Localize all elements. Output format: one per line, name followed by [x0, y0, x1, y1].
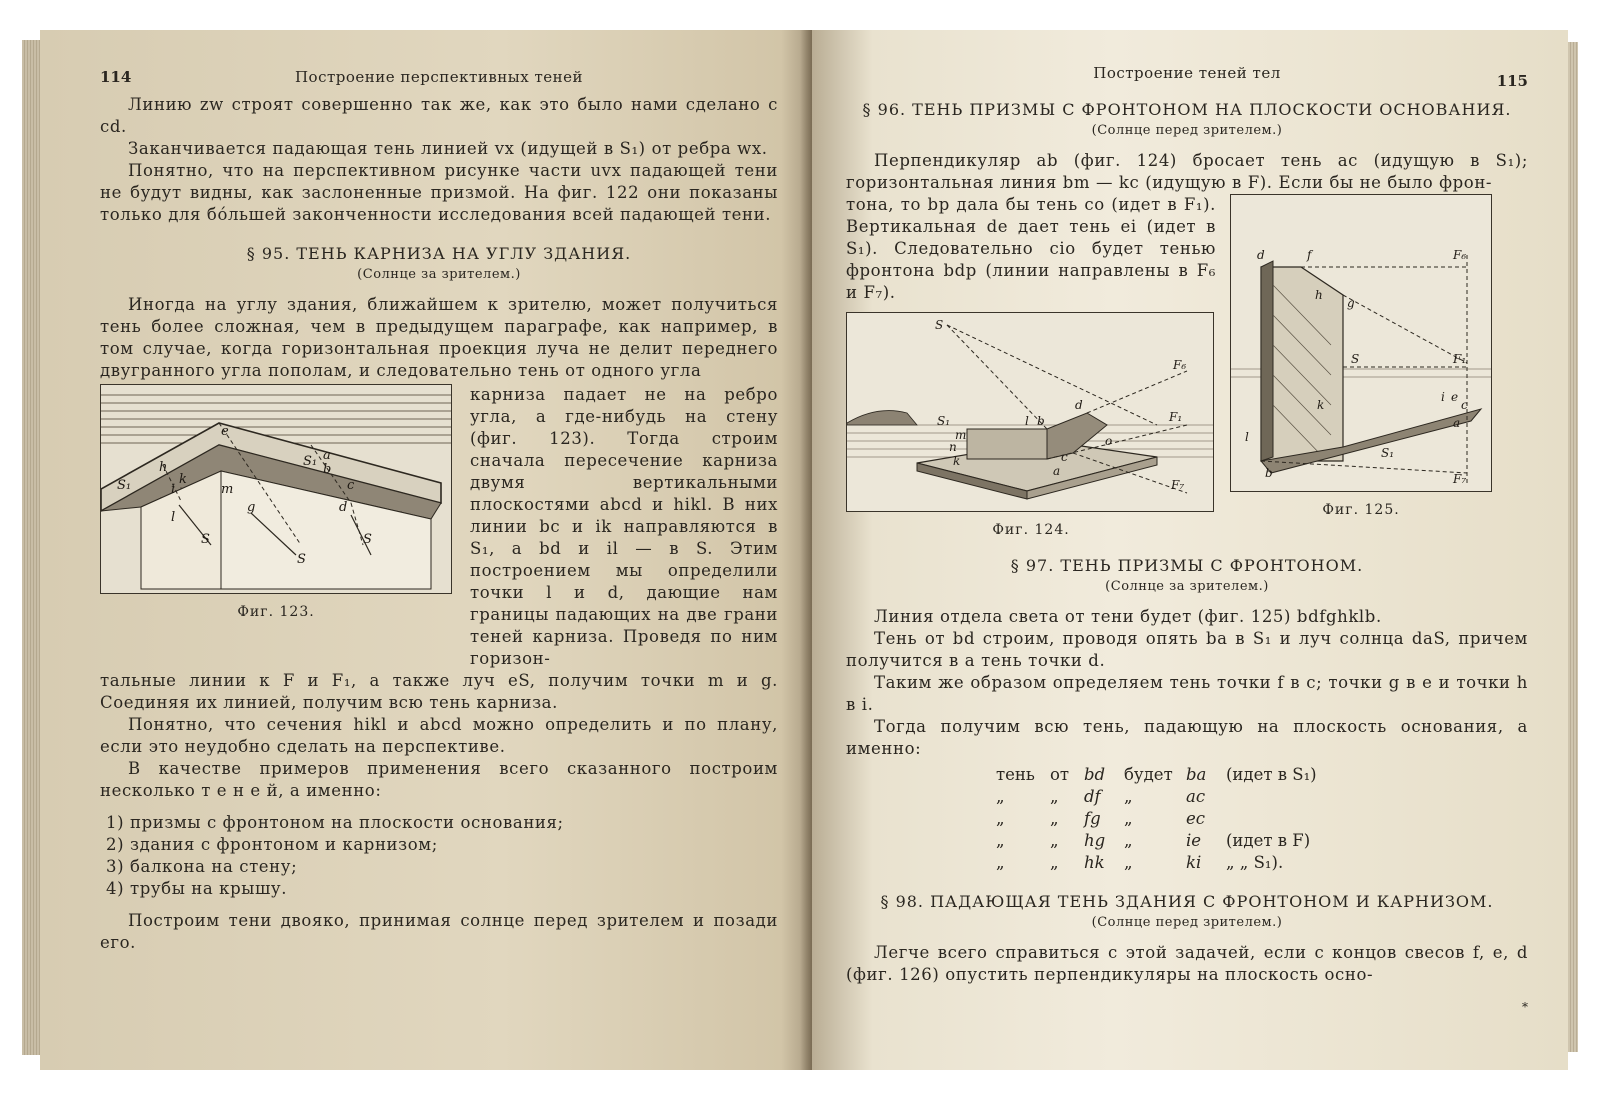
running-title: Построение перспективных теней: [294, 68, 584, 86]
figure-label: b: [323, 462, 332, 477]
shadow-table-row: [996, 764, 1528, 786]
shadow-table: [996, 764, 1528, 874]
running-header-right: [846, 60, 1528, 90]
running-header-left: [100, 64, 778, 94]
table-cell: hk: [1084, 853, 1105, 872]
figure-123: [100, 384, 452, 670]
table-cell: „: [996, 787, 1005, 806]
shadow-table-row: [996, 808, 1528, 830]
figure-caption: Фиг. 125.: [1322, 502, 1400, 518]
page-number: 115: [1496, 72, 1528, 90]
figure-label: g: [247, 500, 256, 515]
table-cell: будет: [1124, 765, 1173, 784]
figure-125-drawing: [1230, 194, 1492, 492]
figure-label: f: [1307, 248, 1312, 262]
table-cell: ba: [1186, 765, 1207, 784]
figure-label: S₁: [1381, 446, 1395, 460]
paragraph: Линию zw строят совершенно так же, как это было нами сделано с cd.: [100, 95, 778, 136]
paragraph: Тогда получим всю тень, падающую на плоскость основания, а именно:: [846, 717, 1528, 758]
table-cell: „: [996, 853, 1005, 872]
figure-label: m: [955, 428, 967, 442]
table-cell: ec: [1186, 809, 1206, 828]
footer-mark: *: [1522, 1000, 1528, 1014]
paragraph: Таким же образом определяем тень точки f в c; точки g в e и точки h в i.: [846, 673, 1528, 714]
table-cell: от: [1050, 765, 1070, 784]
section-subtitle: (Солнце перед зрителем.): [1091, 123, 1283, 138]
table-cell: (идет в S₁): [1226, 765, 1317, 784]
figure-label: h: [159, 460, 168, 475]
section-title: § 96. ТЕНЬ ПРИЗМЫ С ФРОНТОНОМ НА ПЛОСКОСТИ ОСНОВАНИЯ.: [862, 100, 1512, 119]
figure-label: l: [1245, 430, 1249, 444]
figure-label: F₇: [1171, 478, 1185, 492]
figure-label: e: [1451, 390, 1459, 404]
figure-label: k: [1317, 398, 1325, 412]
table-cell: „: [1050, 787, 1059, 806]
table-cell: df: [1084, 787, 1101, 806]
figure-label: i: [171, 482, 176, 497]
section-subtitle: (Солнце за зрителем.): [357, 267, 521, 282]
figure-label: F₁: [1169, 410, 1183, 424]
paragraph: тона, то bp дала бы тень co (идет в F₁). Вертикальная de дает тень ei (идет в S₁). Следовательно cio будет тенью фронтона bdp (линии направлены в F₆ и F₇).: [846, 195, 1216, 302]
figure-label: S₁: [937, 414, 951, 428]
shadow-table-row: [996, 830, 1528, 852]
figure-label: b: [1265, 466, 1273, 480]
table-cell: „: [996, 831, 1005, 850]
table-cell: „: [1124, 831, 1133, 850]
figure-label: d: [339, 500, 348, 515]
figure-label: c: [1061, 450, 1068, 464]
list-item: 1) призмы с фронтоном на плоскости основания;: [106, 813, 564, 832]
figure-124-drawing: [846, 312, 1214, 512]
figure-label: S: [935, 318, 944, 332]
table-cell: тень: [996, 765, 1035, 784]
figure-label: i: [1441, 390, 1445, 404]
section-subtitle: (Солнце перед зрителем.): [1091, 915, 1283, 930]
table-cell: ki: [1186, 853, 1202, 872]
paragraph: Заканчивается падающая тень линией vx (идущей в S₁) от ребра wx.: [128, 139, 768, 158]
paragraph: Тень от bd строим, проводя опять ba в S₁ и луч солнца daS, причем получится в a тень точки d.: [846, 629, 1528, 670]
figure-label: l: [1025, 414, 1029, 428]
figure-label: m: [221, 482, 234, 497]
figure-label: c: [1461, 398, 1468, 412]
figure-label: k: [953, 454, 961, 468]
figure-125: [1230, 194, 1492, 538]
page-114: [40, 30, 812, 1070]
page-115: [812, 30, 1568, 1070]
page-number: 114: [100, 68, 132, 86]
figure-label: c: [347, 478, 355, 493]
shadow-table-row: [996, 852, 1528, 874]
figure-label: a: [1053, 464, 1061, 478]
table-cell: fg: [1084, 809, 1101, 828]
table-cell: bd: [1084, 765, 1106, 784]
figure-label: S: [297, 552, 306, 567]
table-cell: ie: [1186, 831, 1202, 850]
figure-label: d: [1257, 248, 1265, 262]
figure-caption: Фиг. 124.: [992, 522, 1070, 538]
figure-label: g: [1347, 296, 1355, 310]
section-subtitle: (Солнце за зрителем.): [1105, 579, 1269, 594]
figure-124: [846, 312, 1216, 538]
paragraph: тальные линии к F и F₁, а также луч eS, получим точки m и g. Соединяя их линией, получим всю тень карниза.: [100, 671, 778, 712]
section-title: § 95. ТЕНЬ КАРНИЗА НА УГЛУ ЗДАНИЯ.: [246, 244, 632, 263]
figure-label: S₁: [303, 454, 318, 469]
paragraph: Линия отдела света от тени будет (фиг. 125) bdfghklb.: [874, 607, 1382, 626]
figure-label: S: [1351, 352, 1360, 366]
figure-label: S₁: [117, 478, 132, 493]
table-cell: (идет в F): [1226, 831, 1311, 850]
paragraph: Понятно, что на перспективном рисунке части uvx падающей тени не будут видны, как заслоненные призмой. На фиг. 122 они показаны только для бо́льшей законченности исследования всей падающей тени.: [100, 161, 778, 224]
figure-label: d: [1075, 398, 1083, 412]
paragraph: Иногда на углу здания, ближайшем к зрителю, может получиться тень более сложная, чем в предыдущем параграфе, как например, в том случае, когда горизонтальная проекция луча не делит переднего двугранного угла пополам, и следовательно тень от одного угла: [100, 295, 778, 380]
figure-label: o: [1105, 434, 1113, 448]
figure-123-drawing: [100, 384, 452, 594]
example-list: [106, 812, 778, 900]
table-cell: „: [996, 809, 1005, 828]
paragraph: Легче всего справиться с этой задачей, если с концов свесов f, e, d (фиг. 126) опустить перпендикуляры на плоскость осно-: [846, 943, 1528, 984]
list-item: 2) здания с фронтоном и карнизом;: [106, 835, 438, 854]
paragraph: В качестве примеров применения всего сказанного построим несколько т е н е й, а именно:: [100, 759, 778, 800]
figure-label: F₇: [1453, 472, 1467, 486]
list-item: 4) трубы на крышу.: [106, 879, 288, 898]
paragraph: карниза падает не на ребро угла, а где-нибудь на стену (фиг. 123). Тогда строим сначала пересечение карниза двумя вертикальными плоскостями abcd и hikl. В них линии bc и ik направляются в S₁, а bd и il — в S. Этим построением мы определили точки l и d, дающие нам границы падающих на две грани теней карниза. Проведя по ним горизон-: [470, 385, 778, 668]
book-spread: [22, 30, 1578, 1070]
figure-label: h: [1315, 288, 1323, 302]
figure-label: F₁: [1453, 352, 1467, 366]
paragraph: Понятно, что сечения hikl и abcd можно определить и по плану, если это неудобно сделать на перспективе.: [100, 715, 778, 756]
section-title: § 98. ПАДАЮЩАЯ ТЕНЬ ЗДАНИЯ С ФРОНТОНОМ И КАРНИЗОМ.: [880, 892, 1494, 911]
figure-label: F₆: [1173, 358, 1187, 372]
table-cell: ac: [1186, 787, 1206, 806]
figure-label: a: [323, 448, 331, 463]
list-item: 3) балкона на стену;: [106, 857, 298, 876]
shadow-table-row: [996, 786, 1528, 808]
paragraph: Построим тени двояко, принимая солнце перед зрителем и позади его.: [100, 911, 778, 952]
table-cell: „: [1050, 853, 1059, 872]
figure-label: a: [1453, 416, 1461, 430]
section-title: § 97. ТЕНЬ ПРИЗМЫ С ФРОНТОНОМ.: [1010, 556, 1364, 575]
table-cell: „ „ S₁).: [1226, 853, 1284, 872]
table-cell: „: [1050, 809, 1059, 828]
table-cell: hg: [1084, 831, 1106, 850]
table-cell: „: [1124, 787, 1133, 806]
table-cell: „: [1050, 831, 1059, 850]
figure-label: F₆: [1453, 248, 1467, 262]
table-cell: „: [1124, 809, 1133, 828]
paragraph: Перпендикуляр ab (фиг. 124) бросает тень ac (идущую в S₁); горизонтальная линия bm — kc (идущую в F). Если бы не было фрон-: [846, 151, 1528, 192]
running-title: Построение теней тел: [1093, 64, 1281, 82]
figure-label: n: [949, 440, 957, 454]
table-cell: „: [1124, 853, 1133, 872]
figure-label: b: [1037, 414, 1045, 428]
figure-label: k: [179, 472, 187, 487]
figure-caption: Фиг. 123.: [237, 604, 315, 620]
figure-label: l: [171, 510, 176, 525]
figure-label: e: [221, 424, 229, 439]
figure-label: S: [363, 532, 372, 547]
figure-label: S: [201, 532, 210, 547]
